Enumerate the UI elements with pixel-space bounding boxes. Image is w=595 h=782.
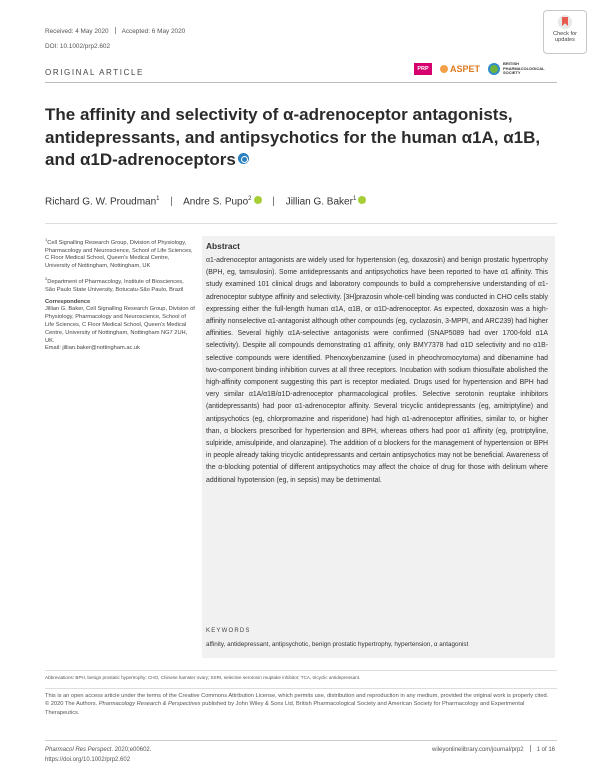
aspet-logo-mark (440, 65, 448, 73)
author-name[interactable]: Jillian G. Baker (285, 196, 353, 208)
author-separator: | (170, 196, 173, 208)
publisher-logos (414, 60, 545, 78)
affiliation-2 (45, 275, 195, 294)
date-separator (115, 27, 116, 34)
received-date: Received: 4 May 2020 (45, 28, 109, 35)
check-updates-label-2: updates (555, 37, 575, 44)
affiliation-text: Cell Signalling Research Group, Division of Physiology, Pharmacology and Neuroscience, School of Life Sciences, C Floor Medical School, Queen's Medical Centre, University of Nottingham, Nottingham, UK (45, 239, 193, 270)
header-divider (45, 82, 557, 83)
author-affiliation-mark: 2 (248, 196, 252, 202)
author-separator: | (272, 196, 275, 208)
page-number: 1 of 16 (536, 747, 555, 753)
keywords-list: affinity, antidepressant, antipsychotic, benign prostatic hypertrophy, hypertension, α antagonist (206, 641, 469, 648)
affiliation-1 (45, 236, 195, 271)
license-block (45, 692, 557, 717)
author-affiliation-mark: 1 (156, 196, 160, 202)
footer-doi-link[interactable]: https://doi.org/10.1002/prp2.602 (45, 757, 131, 763)
footer-right (432, 745, 555, 753)
affiliation-mark: 2 (45, 276, 48, 282)
footer-site-link[interactable]: wileyonlinelibrary.com/journal/prp2 (432, 747, 524, 753)
bps-logo (488, 61, 545, 76)
doi-line[interactable]: DOI: 10.1002/prp2.602 (45, 43, 111, 50)
author-list (45, 196, 366, 207)
abbreviations: Abbreviations: BPH, benign prostatic hypertrophy; CHO, Chinese hamster ovary; SSRI, selective serotonin reuptake inhibitor; TCA, tricyclic antidepressant. (45, 675, 361, 680)
open-access-icon (238, 153, 249, 164)
abstract-heading: Abstract (206, 241, 240, 251)
correspondence-text (45, 306, 195, 353)
footer-citation (45, 745, 151, 765)
correspondence-heading: Correspondence (45, 298, 91, 305)
author-affiliation-mark: 1 (352, 196, 357, 202)
affiliations (45, 236, 195, 357)
article-dates (45, 27, 185, 35)
check-updates-label-1: Check for (553, 31, 577, 37)
aspet-logo (440, 64, 480, 74)
crossmark-icon (558, 15, 572, 29)
bps-logo-mark (488, 63, 500, 75)
copyright-suffix: published by John Wiley & Sons Ltd, British Pharmacological Society and American Society for Pharmacology and Experimental Therapeutics. (45, 701, 525, 716)
footer-separator (530, 745, 531, 752)
check-for-updates-button[interactable] (543, 10, 587, 54)
article-type: ORIGINAL ARTICLE (45, 68, 144, 77)
article-title (45, 104, 545, 172)
prp-logo: PRP (414, 63, 432, 75)
bps-logo-text: BRITISH PHARMACOLOGICAL SOCIETY (503, 61, 545, 76)
abbreviations-divider (45, 670, 557, 671)
abstract-text: α1-adrenoceptor antagonists are widely used for hypertension (eg, doxazosin) and benign prostatic hypertrophy (BPH, eg, tamsulosin). Some antidepressants and antipsychotics have been reported to have α1 affinity. This study examined 101 clinical drugs and laboratory compounds to build a comprehensive understanding of α1-adrenoceptor subtype affinity and selectivity. [3H]prazosin whole-cell binding was conducted in CHO cells stably expressing either the full-length human α1A, α1B, or α1D-adrenoceptor. As expected, doxazosin was a high-affinity nonselective α1-antagonist although other compounds (eg, cyclazosin, 3-MPPI, and ARC239) had higher affinities. Several highly α1A-selective antagonists were confirmed (SNAP5089 had over 1700-fold α1A selectivity). Despite all compounds demonstrating α1 affinity, only BMY7378 had α1D selectivity and no α1B-selective compounds were identified. Phenoxybenzamine (used in pheochromocytoma) and dibenamine had two-component binding inhibition curves at all three receptors. Incubation with sodium thiosulfate abolished the high-affinity component suggesting this part is receptor mediated. Drugs used for hypertension and BPH had very similar α1A/α1B/α1D-adrenoceptor pharmacological profiles. Selective serotonin reuptake inhibitors (antidepressants) had poor α1-adrenoceptor affinity. Several tricyclic antidepressants (eg, amitriptyline) and antipsychotics (eg, chlorpromazine and risperidone) had high α1-adrenoceptor affinities, similar to, or higher than, α blockers prescribed for hypertension and BPH, whereas others had poor α1 affinity (eg, protriptyline, sulpiride, amisulpiride, and olanzapine). The addition of α blockers for the management of hypertension or BPH in people already taking tricyclic antidepressants and certain antipsychotics may not be beneficial. Awareness of the α-blocking potential of different antipsychotics may affect the choice of drug for those with delirium where additional hypotension (eg, in sepsis) may be detrimental. (206, 257, 548, 484)
keywords-heading: KEYWORDS (206, 628, 251, 634)
author-name[interactable]: Andre S. Pupo (183, 196, 249, 208)
orcid-icon[interactable] (254, 196, 262, 204)
authors-divider (45, 223, 557, 224)
correspondence-address: Jillian G. Baker, Cell Signalling Research Group, Division of Physiology, Pharmacology and Neuroscience, School of Life Sciences, C Floor Medical School, Queen's Medical Centre, University of Nottingham, Nottingham NG7 2UH, UK. (45, 306, 195, 344)
article-title-text: The affinity and selectivity of α-adrenoceptor antagonists, antidepressants, and antipsychotics for the human α1A, α1B, and α1D-adrenoceptors (45, 105, 541, 169)
copyright-statement (45, 700, 557, 717)
license-divider (45, 688, 557, 689)
footer-journal: Pharmacol Res Perspect (45, 747, 112, 753)
copyright-prefix: © 2020 The Authors. (45, 701, 99, 708)
footer-volume: . 2020;e00602. (111, 747, 152, 753)
copyright-journal: Pharmacology Research & Perspectives (98, 701, 201, 708)
correspondence-email[interactable]: Email: jillian.baker@nottingham.ac.uk (45, 345, 140, 352)
accepted-date: Accepted: 6 May 2020 (121, 28, 186, 35)
license-statement: This is an open access article under the terms of the Creative Commons Attribution License, which permits use, distribution and reproduction in any medium, provided the original work is properly cited. (45, 693, 549, 699)
author-name[interactable]: Richard G. W. Proudman (45, 196, 157, 208)
orcid-icon[interactable] (358, 196, 366, 204)
aspet-logo-text: ASPET (450, 64, 481, 74)
footer-divider (45, 740, 557, 741)
affiliation-text: Department of Pharmacology, Institute of Biosciences, São Paulo State University, Botucatu-São Paulo, Brazil (45, 278, 184, 293)
affiliation-mark: 1 (45, 237, 48, 242)
